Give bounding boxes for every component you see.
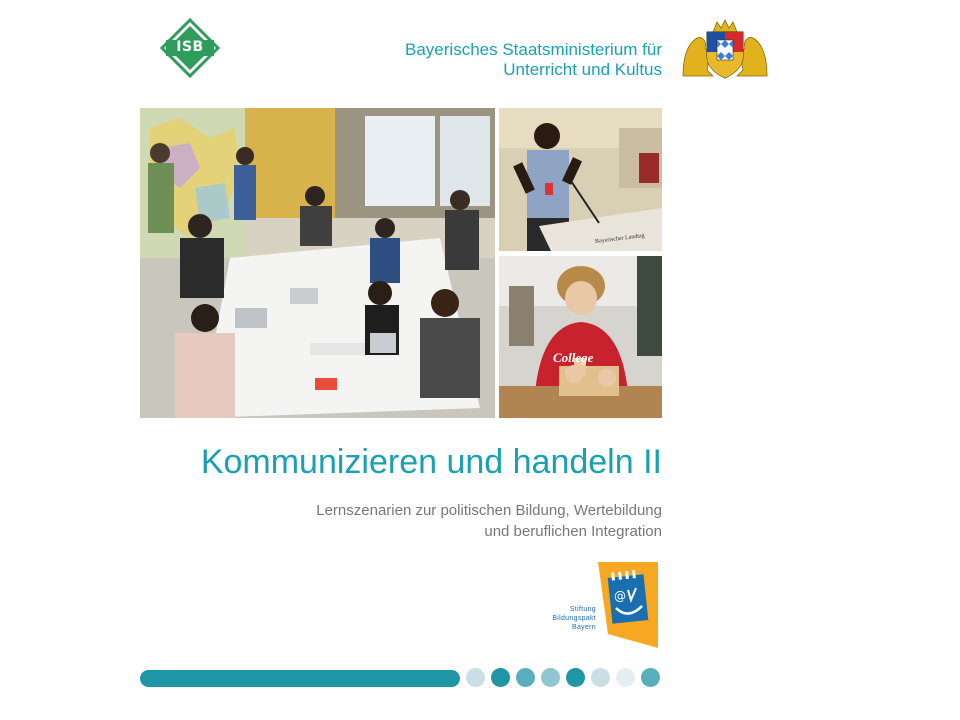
classroom-photo <box>140 108 495 418</box>
decorative-dot <box>516 668 535 687</box>
decorative-dot <box>491 668 510 687</box>
ministry-line-2: Unterricht und Kultus <box>503 60 662 79</box>
svg-text:@: @ <box>614 589 626 603</box>
ministry-name <box>340 40 662 80</box>
podium-label: Bayerischer Landtag <box>594 232 645 246</box>
decorative-dot <box>466 668 485 687</box>
foundation-name <box>520 605 596 632</box>
document-title: Kommunizieren und handeln II <box>200 443 662 481</box>
decorative-dot <box>566 668 585 687</box>
foundation-line-3: Bayern <box>572 624 596 631</box>
decorative-dots <box>466 668 660 690</box>
decorative-dot <box>591 668 610 687</box>
workshop-photo <box>499 256 662 418</box>
isb-logo-text: ISB <box>176 39 204 55</box>
subtitle-line-1: Lernszenarien zur politischen Bildung, Wertebildung <box>316 502 662 519</box>
ministry-line-1: Bayerisches Staatsministerium für <box>405 40 662 59</box>
bottom-accent-bar <box>140 670 460 687</box>
speaker-photo <box>499 108 662 251</box>
smiley-notepad-icon <box>598 562 658 648</box>
decorative-dot <box>541 668 560 687</box>
subtitle-line-2: und beruflichen Integration <box>484 523 662 540</box>
sweater-text: College <box>553 350 594 365</box>
foundation-line-2: Bildungspakt <box>552 615 596 622</box>
document-subtitle <box>200 500 662 542</box>
decorative-dot <box>616 668 635 687</box>
isb-logo <box>160 18 220 78</box>
foundation-line-1: Stiftung <box>569 606 596 613</box>
bavarian-coat-of-arms-icon <box>677 18 773 80</box>
decorative-dot <box>641 668 660 687</box>
